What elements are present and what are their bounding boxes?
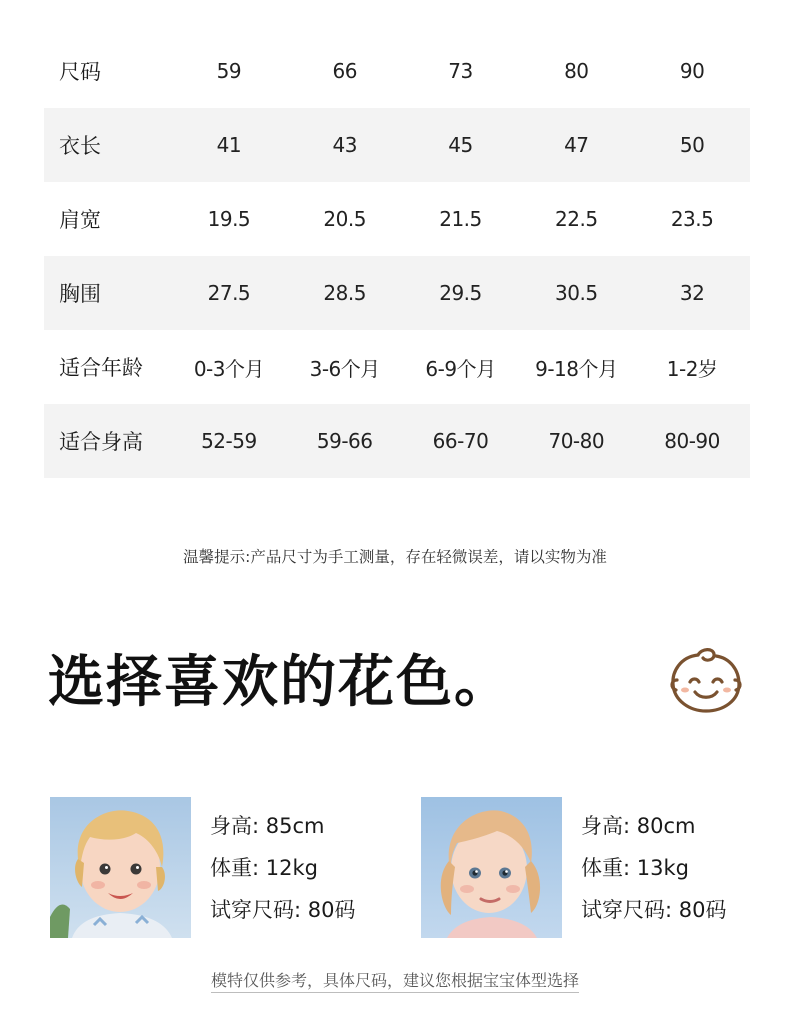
table-cell: 28.5 xyxy=(323,281,366,305)
table-row xyxy=(44,182,750,256)
table-cell: 66-70 xyxy=(432,429,489,453)
table-cell: 41 xyxy=(216,133,242,157)
table-cell: 3-6个月 xyxy=(309,356,380,381)
model-size: 试穿尺码: 80码 xyxy=(581,898,727,922)
blush-left xyxy=(681,688,689,693)
table-cell: 27.5 xyxy=(207,281,251,305)
table-row xyxy=(44,404,750,478)
model-photo-1 xyxy=(50,797,191,938)
table-cell: 45 xyxy=(448,133,473,157)
model-weight: 体重: 12kg xyxy=(210,856,318,880)
table-cell: 1-2岁 xyxy=(666,356,718,381)
table-cell: 9-18个月 xyxy=(535,356,618,381)
row-label: 尺码 xyxy=(59,60,101,84)
table-cell: 21.5 xyxy=(439,207,482,231)
row-label: 适合年龄 xyxy=(59,356,143,380)
table-cell: 59-66 xyxy=(316,429,373,453)
blush-right xyxy=(723,688,731,693)
row-label: 适合身高 xyxy=(59,430,143,454)
footer-note xyxy=(0,968,790,991)
table-cell: 73 xyxy=(448,59,473,83)
table-cell: 0-3个月 xyxy=(193,356,264,381)
table-cell: 30.5 xyxy=(555,281,598,305)
table-cell: 43 xyxy=(332,133,357,157)
table-cell: 52-59 xyxy=(201,429,257,453)
table-cell: 47 xyxy=(564,133,589,157)
table-row xyxy=(44,34,750,108)
table-row xyxy=(44,330,750,404)
footer-note-text: 模特仅供参考，具体尺码，建议您根据宝宝体型选择 xyxy=(211,971,579,993)
model-info-1 xyxy=(210,805,355,931)
measurement-note: 温馨提示:产品尺寸为手工测量，存在轻微误差，请以实物为准 xyxy=(183,548,607,566)
table-cell: 20.5 xyxy=(323,207,366,231)
table-cell: 70-80 xyxy=(548,429,605,453)
model-size: 试穿尺码: 80码 xyxy=(210,898,356,922)
size-table xyxy=(44,34,750,478)
model-photo-2 xyxy=(421,797,562,938)
table-cell: 19.5 xyxy=(207,207,251,231)
table-cell: 23.5 xyxy=(670,207,714,231)
table-cell: 90 xyxy=(679,59,705,83)
model-info-2 xyxy=(581,805,726,931)
table-cell: 50 xyxy=(679,133,705,157)
table-row xyxy=(44,108,750,182)
table-cell: 66 xyxy=(332,59,357,83)
section-title: 选择喜欢的花色。 xyxy=(48,650,512,715)
row-label: 肩宽 xyxy=(59,208,101,232)
model-height: 身高: 80cm xyxy=(581,814,696,838)
table-cell: 22.5 xyxy=(555,207,598,231)
table-cell: 80 xyxy=(564,59,589,83)
row-label: 胸围 xyxy=(59,282,101,306)
table-cell: 80-90 xyxy=(664,429,720,453)
table-row xyxy=(44,256,750,330)
table-cell: 32 xyxy=(679,281,705,305)
model-height: 身高: 85cm xyxy=(210,814,325,838)
table-cell: 6-9个月 xyxy=(425,356,496,381)
table-cell: 29.5 xyxy=(439,281,482,305)
baby-face-icon xyxy=(668,646,744,714)
row-label: 衣长 xyxy=(59,134,101,158)
table-cell: 59 xyxy=(216,59,242,83)
model-weight: 体重: 13kg xyxy=(581,856,689,880)
